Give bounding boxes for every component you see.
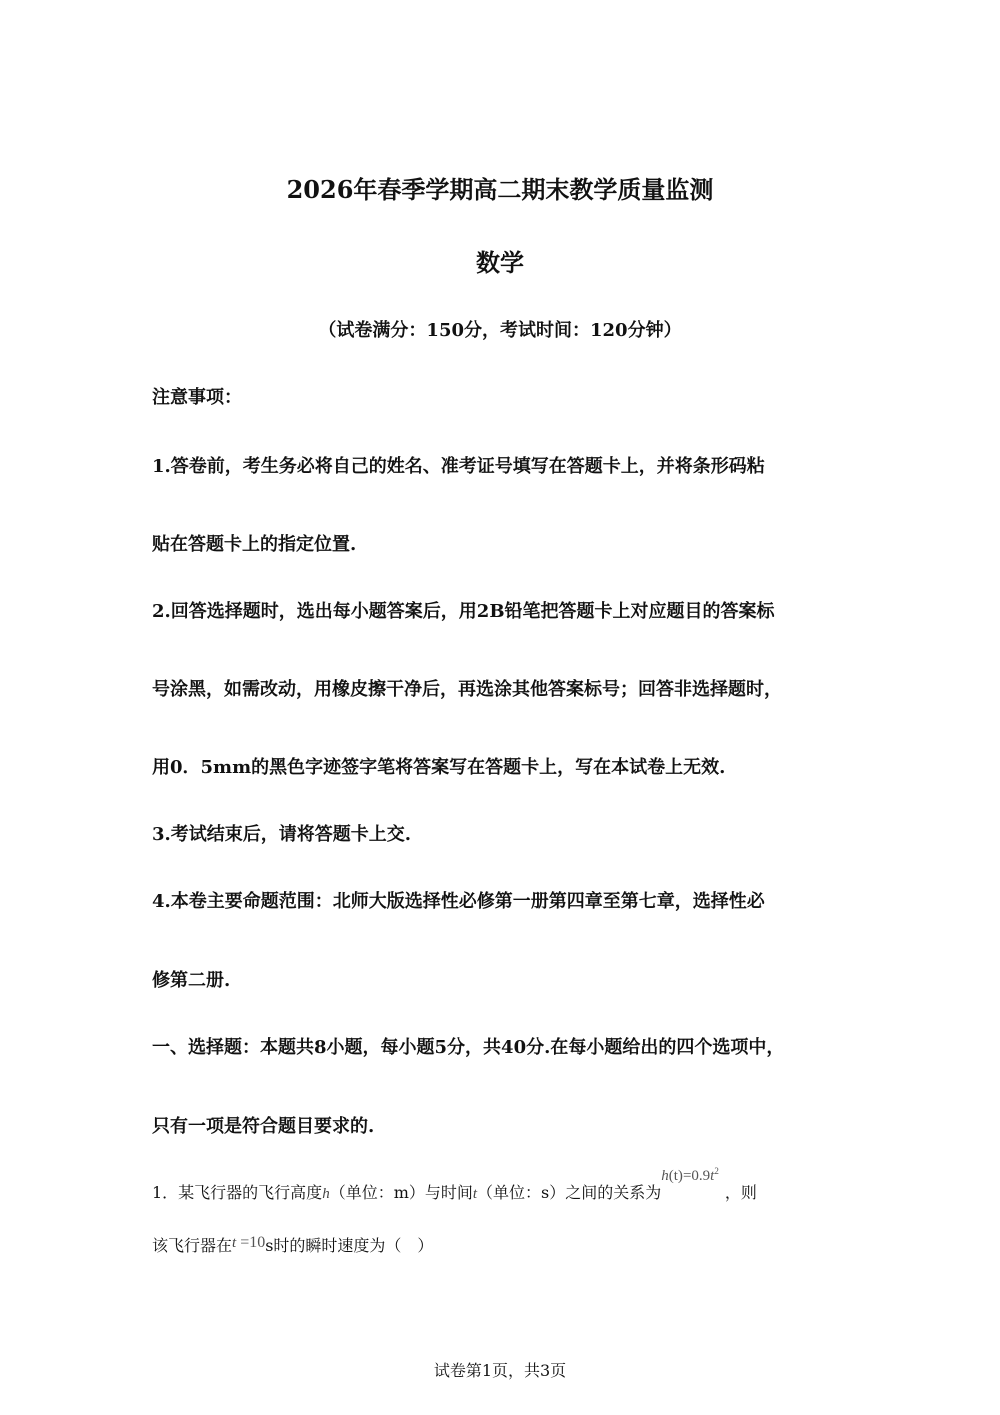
exam-title: 2026年春季学期高二期末教学质量监测 (286, 175, 714, 204)
note-line: 4.本卷主要命题范围：北师大版选择性必修第一册第四章至第七章，选择性必 (152, 891, 765, 912)
formula-lhs: h (661, 1168, 669, 1184)
math-variable: t (472, 1186, 478, 1202)
note-line: 用0．5mm的黑色字迹签字笔将答案写在答题卡上，写在本试卷上无效. (152, 757, 726, 778)
question-text: s时的瞬时速度为（ ） (265, 1236, 434, 1255)
question-1-line-2 (152, 1233, 433, 1256)
subject-title: 数学 (476, 248, 524, 277)
math-variable: t (232, 1235, 237, 1251)
exam-info: （试卷满分：150分，考试时间：120分钟） (318, 320, 682, 341)
height-formula (661, 1168, 719, 1184)
note-line: 号涂黑，如需改动，用橡皮擦干净后，再选涂其他答案标号；回答非选择题时， (152, 679, 782, 700)
section-heading: 只有一项是符合题目要求的. (152, 1116, 375, 1137)
notes-heading: 注意事项： (152, 387, 242, 408)
question-text: ，则 (724, 1183, 757, 1202)
question-text: 该飞行器在 (152, 1236, 233, 1255)
note-line: 2.回答选择题时，选出每小题答案后，用2B铅笔把答题卡上对应题目的答案标 (152, 601, 775, 622)
math-value: =10 (236, 1234, 266, 1251)
note-line: 贴在答题卡上的指定位置. (152, 534, 357, 555)
section-heading: 一、选择题：本题共8小题，每小题5分，共40分.在每小题给出的四个选项中， (152, 1037, 785, 1058)
formula-exponent: 2 (714, 1166, 719, 1176)
question-text: （单位：m）与时间 (329, 1183, 473, 1202)
page-footer: 试卷第1页，共3页 (433, 1361, 567, 1380)
question-text: 1．某飞行器的飞行高度 (152, 1183, 323, 1202)
formula-arg: (t) (668, 1168, 683, 1184)
question-1-line-1 (152, 1166, 757, 1203)
formula-var: t (710, 1168, 715, 1184)
note-line: 1.答卷前，考生务必将自己的姓名、准考证号填写在答题卡上，并将条形码粘 (152, 456, 765, 477)
formula-rhs: =0.9 (682, 1168, 711, 1184)
note-line: 3.考试结束后，请将答题卡上交. (152, 824, 412, 845)
note-line: 修第二册. (152, 970, 231, 991)
math-variable: h (322, 1186, 330, 1202)
question-text: （单位：s）之间的关系为 (477, 1183, 662, 1202)
